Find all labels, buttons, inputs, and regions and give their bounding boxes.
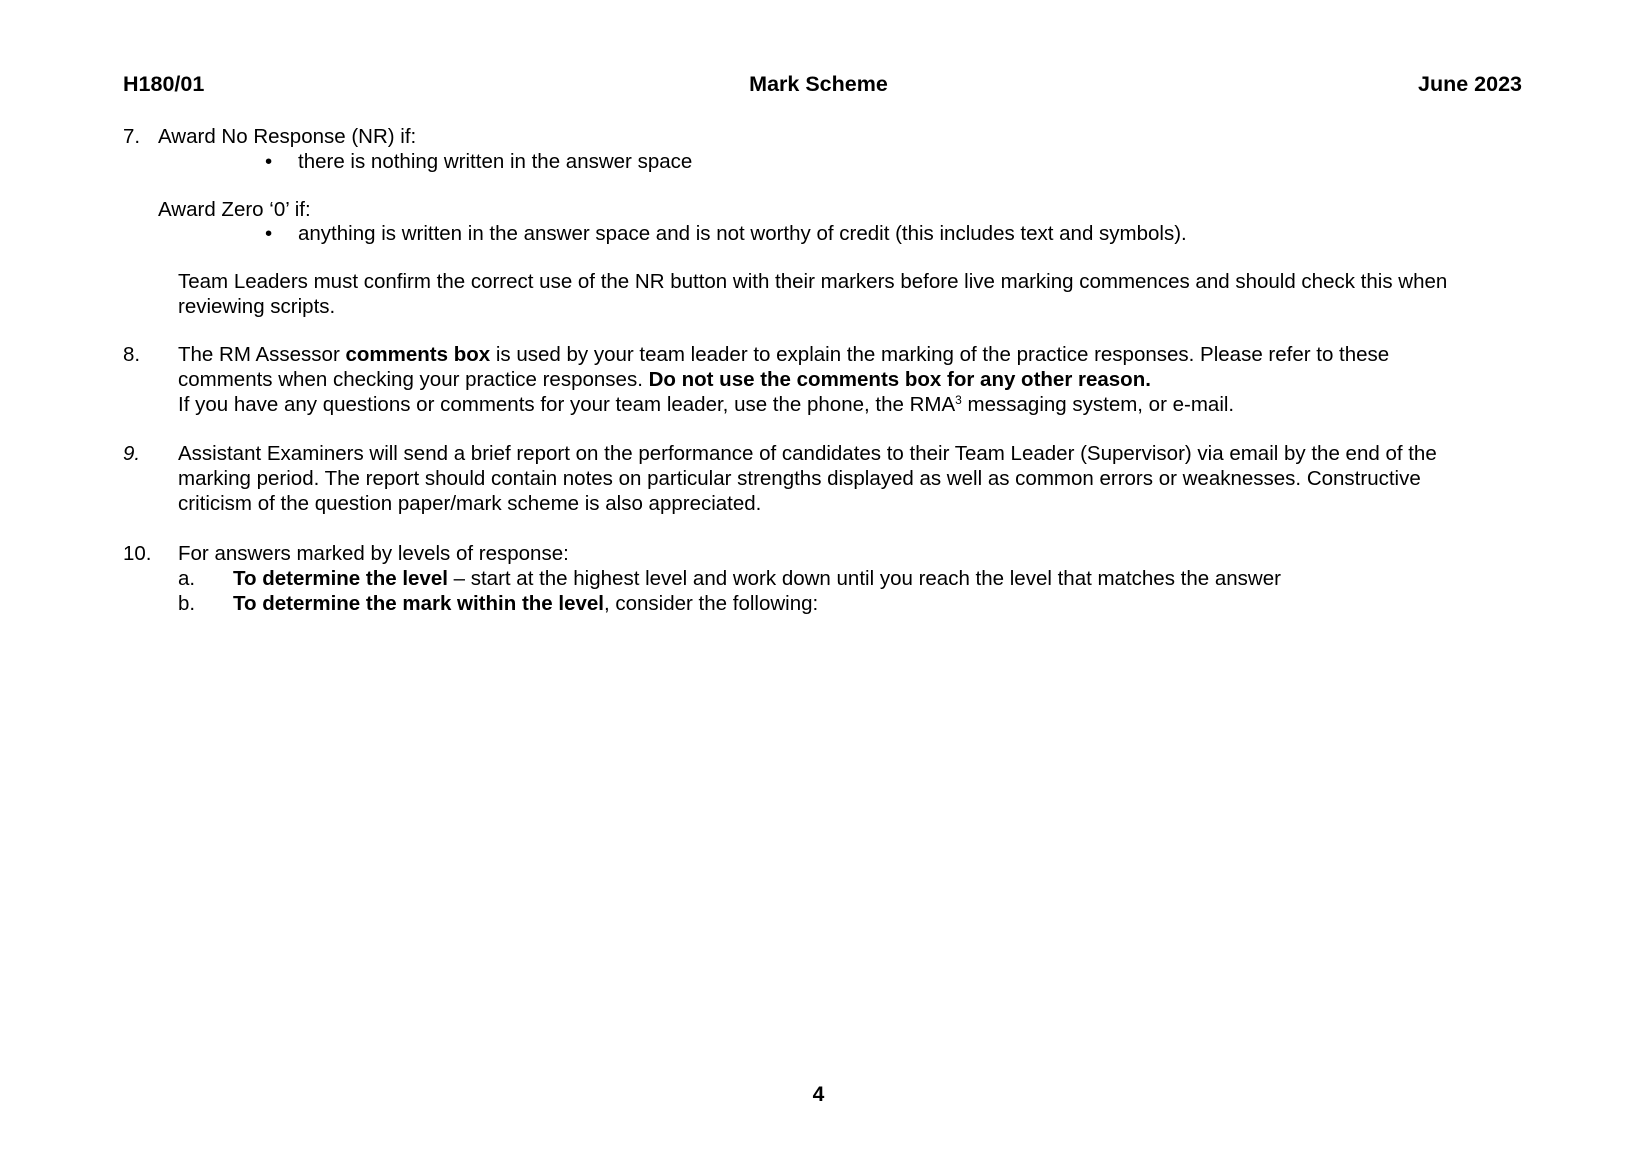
item-9-line-2: marking period. The report should contain notes on particular strengths displayed as well as common errors or weaknesses. Constructive [178, 467, 1421, 490]
item-7-intro: Award No Response (NR) if: [158, 125, 417, 148]
zero-intro: Award Zero ‘0’ if: [158, 198, 311, 221]
item-8-number: 8. [123, 343, 141, 366]
sub-item-a-text: To determine the level – start at the highest level and work down until you reach the level that matches the answer [233, 567, 1281, 590]
item-9-line-1: Assistant Examiners will send a brief report on the performance of candidates to their Team Leader (Supervisor) via email by the end of the [178, 442, 1437, 465]
page-number: 4 [812, 1083, 825, 1106]
item-7-number: 7. [123, 125, 141, 148]
exam-date: June 2023 [1418, 72, 1522, 96]
item-8-line-3: If you have any questions or comments for your team leader, use the phone, the RMA$^3$ messaging system, or e-mail. [178, 393, 1235, 416]
bullet-icon: • [265, 150, 273, 173]
zero-condition: anything is written in the answer space and is not worthy of credit (this includes text and symbols). [298, 222, 1187, 245]
document-title: Mark Scheme [749, 72, 888, 96]
team-leader-note-line-1: Team Leaders must confirm the correct use of the NR button with their markers before live marking commences and should check this when [178, 270, 1448, 293]
item-9-line-3: criticism of the question paper/mark scheme is also appreciated. [178, 492, 762, 515]
paper-code: H180/01 [123, 72, 205, 96]
item-10-number: 10. [123, 542, 152, 565]
nr-condition: there is nothing written in the answer space [298, 150, 693, 173]
bullet-icon: • [265, 222, 273, 245]
team-leader-note-line-2: reviewing scripts. [178, 295, 336, 318]
sub-item-a-label: a. [178, 567, 196, 590]
item-9-number: 9. [123, 442, 141, 465]
item-10-intro: For answers marked by levels of response: [178, 542, 569, 565]
sub-item-b-label: b. [178, 592, 196, 615]
item-8-line-1: The RM Assessor comments box is used by your team leader to explain the marking of the practice responses. Please refer to these [178, 343, 1390, 366]
sub-item-b-text: To determine the mark within the level, consider the following: [233, 592, 819, 615]
item-8-line-2: comments when checking your practice responses. Do not use the comments box for any other reason. [178, 368, 1151, 391]
